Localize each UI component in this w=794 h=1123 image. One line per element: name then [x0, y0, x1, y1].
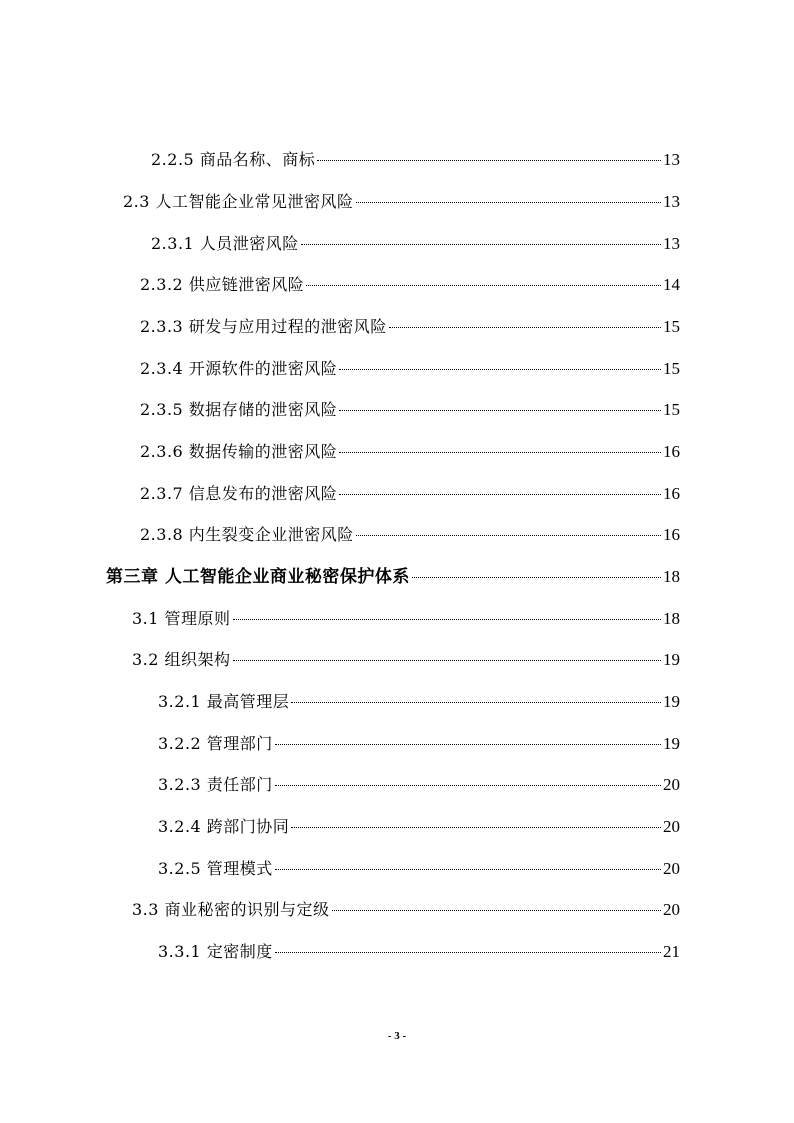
toc-dot-leader: [275, 952, 661, 953]
toc-entry-page: 14: [663, 275, 680, 294]
toc-entry[interactable]: [158, 690, 680, 714]
toc-entry-label: 2.3.2 供应链泄密风险: [140, 275, 305, 294]
toc-dot-leader: [306, 285, 661, 286]
toc-entry-label: 3.2.3 责任部门: [158, 775, 273, 794]
toc-dot-leader: [317, 160, 661, 161]
toc-entry-page: 19: [663, 692, 680, 711]
toc-dot-leader: [291, 702, 661, 703]
toc-dot-leader: [339, 452, 661, 453]
toc-entry[interactable]: [140, 315, 680, 339]
toc-dot-leader: [291, 827, 661, 828]
toc-entry-page: 20: [663, 900, 680, 919]
toc-entry[interactable]: [140, 357, 680, 381]
toc-dot-leader: [412, 577, 661, 578]
toc-entry[interactable]: [151, 232, 680, 256]
toc-entry-page: 16: [663, 525, 680, 544]
toc-dot-leader: [339, 410, 661, 411]
toc-dot-leader: [339, 369, 661, 370]
toc-entry[interactable]: [140, 482, 680, 506]
toc-entry-page: 19: [663, 650, 680, 669]
toc-entry-label: 2.3.1 人员泄密风险: [151, 234, 299, 253]
toc-entry-page: 18: [663, 567, 680, 586]
toc-entry-label: 3.2.1 最高管理层: [158, 692, 290, 711]
toc-entry-label: 2.3.7 信息发布的泄密风险: [140, 484, 338, 503]
toc-entry-page: 20: [663, 775, 680, 794]
toc-entry-page: 16: [663, 484, 680, 503]
toc-entry-page: 13: [663, 150, 680, 169]
toc-entry-label: 3.2.2 管理部门: [158, 734, 273, 753]
toc-entry-page: 13: [663, 192, 680, 211]
page-number: - 3 -: [387, 1030, 407, 1042]
toc-dot-leader: [356, 202, 661, 203]
toc-entry[interactable]: [140, 398, 680, 422]
toc-entry-label: 3.3 商业秘密的识别与定级: [132, 900, 330, 919]
toc-entry[interactable]: [158, 732, 680, 756]
toc-entry-label: 3.2.4 跨部门协同: [158, 817, 290, 836]
toc-entry-label: 2.2.5 商品名称、商标: [151, 150, 316, 169]
toc-entry-label: 3.2.5 管理模式: [158, 859, 273, 878]
toc-entry-page: 20: [663, 817, 680, 836]
toc-entry-label: 3.3.1 定密制度: [158, 942, 273, 961]
toc-entry[interactable]: [158, 940, 680, 964]
toc-entry[interactable]: [132, 898, 680, 922]
toc-entry-label: 第三章 人工智能企业商业秘密保护体系: [106, 567, 410, 587]
toc-entry[interactable]: [158, 815, 680, 839]
toc-entry-label: 3.1 管理原则: [132, 609, 231, 628]
toc-entry-page: 15: [663, 317, 680, 336]
toc-dot-leader: [233, 660, 661, 661]
toc-dot-leader: [339, 494, 661, 495]
toc-dot-leader: [301, 244, 661, 245]
toc-entry[interactable]: [140, 523, 680, 547]
toc-dot-leader: [275, 869, 661, 870]
toc-entry-label: 2.3.6 数据传输的泄密风险: [140, 442, 338, 461]
toc-entry[interactable]: [123, 190, 680, 214]
toc-entry-label: 2.3 人工智能企业常见泄密风险: [123, 192, 354, 211]
toc-dot-leader: [356, 535, 661, 536]
toc-entry[interactable]: [140, 440, 680, 464]
toc-entry-label: 2.3.8 内生裂变企业泄密风险: [140, 525, 354, 544]
toc-dot-leader: [233, 619, 661, 620]
toc-entry-page: 18: [663, 609, 680, 628]
toc-entry[interactable]: [151, 148, 680, 172]
toc-entry[interactable]: [132, 648, 680, 672]
toc-entry-page: 15: [663, 400, 680, 419]
toc-dot-leader: [275, 785, 661, 786]
toc-entry-page: 15: [663, 359, 680, 378]
toc-entry-page: 21: [663, 942, 680, 961]
toc-entry[interactable]: [140, 273, 680, 297]
toc-entry-page: 16: [663, 442, 680, 461]
toc-dot-leader: [275, 744, 661, 745]
toc-entry-page: 20: [663, 859, 680, 878]
toc-chapter-entry[interactable]: [106, 565, 680, 589]
toc-entry-label: 2.3.3 研发与应用过程的泄密风险: [140, 317, 387, 336]
toc-entry-label: 2.3.4 开源软件的泄密风险: [140, 359, 338, 378]
toc-dot-leader: [389, 327, 661, 328]
toc-entry-label: 2.3.5 数据存储的泄密风险: [140, 400, 338, 419]
toc-entry-page: 13: [663, 234, 680, 253]
toc-entry[interactable]: [132, 607, 680, 631]
toc-dot-leader: [332, 910, 661, 911]
toc-entry[interactable]: [158, 773, 680, 797]
toc-entry[interactable]: [158, 857, 680, 881]
toc-entry-page: 19: [663, 734, 680, 753]
toc-entry-label: 3.2 组织架构: [132, 650, 231, 669]
